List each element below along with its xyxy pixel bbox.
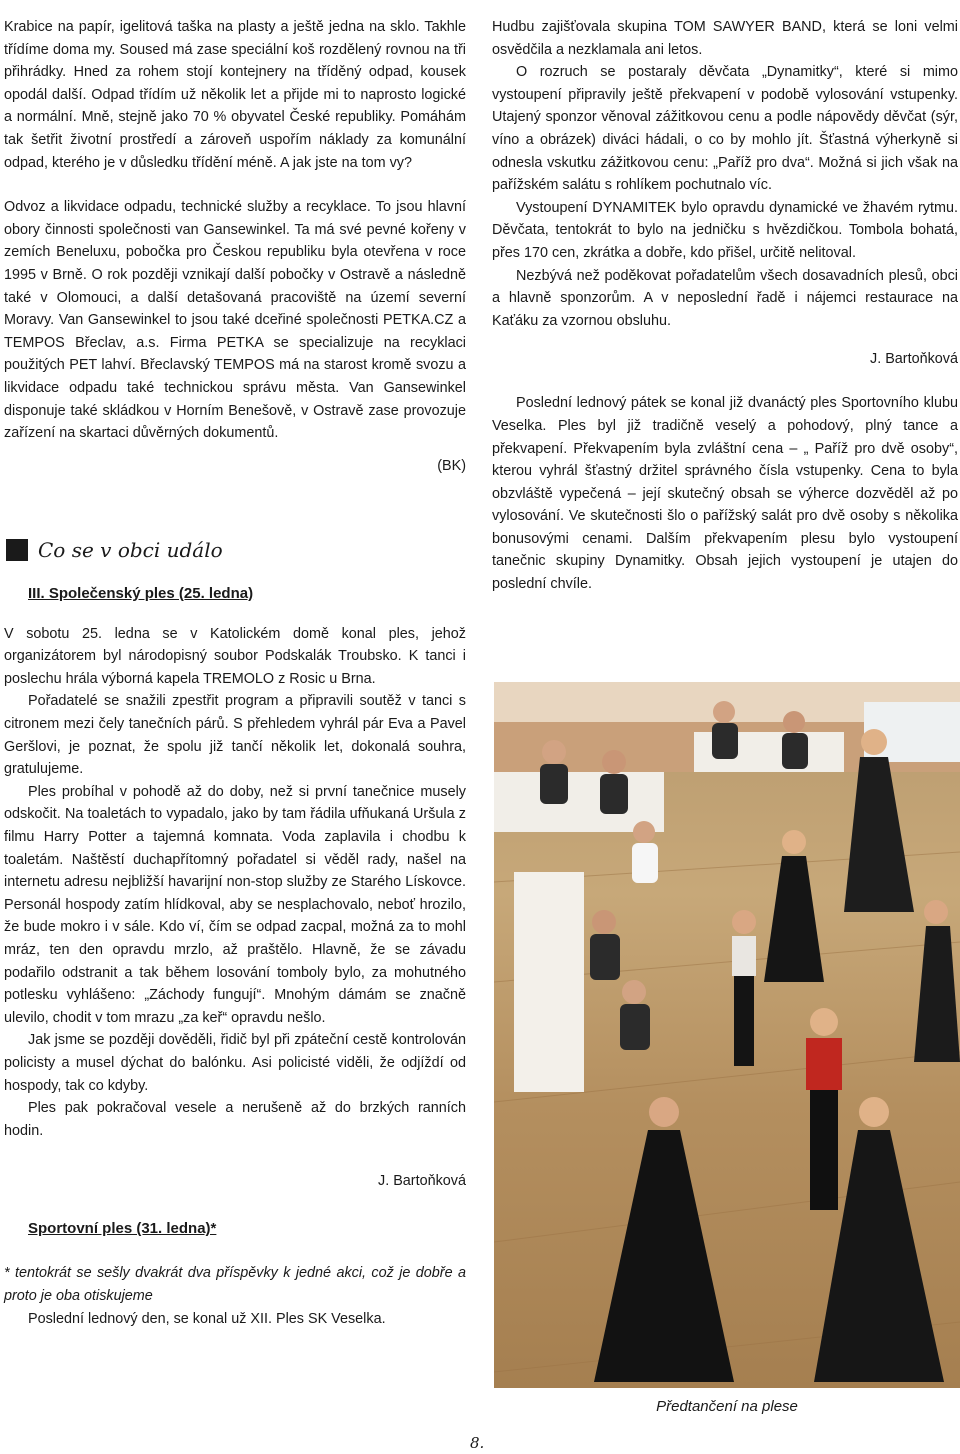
article-heading: III. Společenský ples (25. ledna) (28, 584, 254, 602)
dance-photo (494, 682, 960, 1388)
article-paragraph: Hudbu zajišťovala skupina TOM SAWYER BAND, která se loni velmi osvědčila a nezklamala ani letos. (492, 19, 958, 58)
section-title: Co se v obci událo (38, 537, 223, 562)
article-paragraph: O rozruch se postaraly děvčata „Dynamitky“, které si mimo vystoupení připravily ještě překvapení v podobě vylosování vstupenky. Utajený sponzor věnoval zážitkovou cenu a podle nápovědy děvčat (sýr, víno a obrázek) diváci hádali, o co by mohlo jít. Šťastná výherkyně si odnesla vskutku zážitkovou cenu: „Paříž pro dva“. Možná si jich však na pařížském salátu s rohlíkem pochutnalo víc. (492, 64, 958, 194)
article-paragraph: Krabice na papír, igelitová taška na plasty a ještě jedna na sklo. Takhle třídíme doma my. Soused má zase speciální koš rozdělený rovnou na tři přihrádky. Hned za rohem stojí kontejnery na tříděný odpad, kousek opodál další. Odpad třídím už několik let a přijde mi to naprosto logické a normální. Mně, stejně jako 70 % obyvatel České republiky. Pomáhám tak šetřit životní prostředí a zároveň uspořím náklady za komunální odpad, kterého je v důsledku třídění méně. A jak jste na tom vy? (4, 19, 466, 171)
article-paragraph: V sobotu 25. ledna se v Katolickém domě konal ples, jehož organizátorem byl národopisný soubor Podskalák Troubsko. K tanci i poslechu hrála výborná kapela TREMOLO z Rosic u Brna. (4, 625, 466, 687)
author-signature: (BK) (437, 457, 466, 474)
author-signature: J. Bartoňková (870, 351, 958, 368)
section-header (4, 535, 466, 565)
article-paragraph: Ples probíhal v pohodě až do doby, než si první tanečnice musely odskočit. Na toaletách to vypadalo, jako by tam řádila ufňukaná Uršula z filmu Harry Potter a tajemná komnata. Voda zaplavila i chodbu k toaletám. Naštěstí duchapřítomný pořadatel si věděl rady, našel na internetu adresu nejbližší havarijní non-stop služby ze Starého Lískovce. Personál hospody zatím hlídkoval, aby se nesplachovalo, neboť hrozilo, že bude mokro i v sále. Kdo ví, čím se odpad zacpal, možná za to mohl mráz, ten den opravdu mrzlo, až praštělo. Hlavně, že se závadu podařilo odstranit a tak během losování tomboly bylo, za mohutného potlesku vyhlášeno: „Záchody fungují“. Mnohým dámám se značně ulevilo, chodit v tom mrazu „za keř“ opravdu nešlo. (4, 783, 466, 1026)
article-paragraph: Nezbývá než poděkovat pořadatelům všech dosavadních plesů, obci a hlavně sponzorům. A v neposlední řadě i nájemci restaurace na Kaťáku za vzornou obsluhu. (492, 267, 958, 329)
page-number: 8. (470, 1434, 485, 1452)
article-paragraph: Vystoupení DYNAMITEK bylo opravdu dynamické ve žhavém rytmu. Děvčata, tentokrát to bylo na jedničku s hvězdičkou. Tombola bohatá, přes 170 cen, zkrátka a dobře, kdo přišel, určitě nelitoval. (492, 199, 958, 261)
article-paragraph: Jak jsme se později dověděli, řidič byl při zpáteční cestě kontrolován policisty a musel dýchat do balónku. Asi policisté viděli, že odjíždí od hospody, tak co kdyby. (4, 1032, 466, 1094)
article-heading: Sportovní ples (31. ledna)* (28, 1220, 217, 1238)
section-marker-square (6, 539, 28, 561)
left-column (4, 16, 466, 1330)
article-paragraph: Poslední lednový pátek se konal již dvanáctý ples Sportovního klubu Veselka. Ples byl již tradičně veselý a pohodový, plný tance a překvapení. Překvapením byla zvláštní cena – „ Paříž pro dvě osoby“, kterou vyhrál šťastný držitel správného čísla vstupenky. Cena to byla obzvláště vypečená – její skutečný obsah se výherce dozvěděl až po vylosování. Ve skutečnosti šlo o pařížský salát pro dvě osoby s několika bonusovými cenami. Dalším překvapením plesu bylo vystoupení tanečnic skupiny Dynamitky. Obsah jejich vystoupení je utajen do poslední chvíle. (492, 395, 958, 593)
article-paragraph: Ples pak pokračoval vesele a nerušeně až do brzkých ranních hodin. (4, 1100, 466, 1139)
right-column (492, 16, 958, 596)
footnote: * tentokrát se sešly dvakrát dva příspěvky k jedné akci, což je dobře a proto je oba otiskujeme (4, 1265, 466, 1304)
dance-photo-illustration (494, 682, 960, 1388)
author-signature: J. Bartoňková (378, 1173, 466, 1190)
article-paragraph: Poslední lednový den, se konal už XII. Ples SK Veselka. (28, 1310, 386, 1327)
photo-caption: Předtančení na plese (656, 1398, 798, 1415)
article-paragraph: Pořadatelé se snažili zpestřit program a připravili soutěž v tanci s citronem mezi čely tanečních párů. S přehledem vyhrál pár Eva a Pavel Geršlovi, je poznat, že spolu již tančí několik let, dokonalá souhra, gratulujeme. (4, 693, 466, 778)
article-paragraph: Odvoz a likvidace odpadu, technické služby a recyklace. To jsou hlavní obory činnosti společnosti van Gansewinkel. Ta má své pevné kořeny v zemích Beneluxu, pobočka pro Českou republiku byla otevřena v roce 1995 v Brně. O rok později vznikají další pobočky v Ostravě a následně také v Olomouci, a další detašovaná pracoviště na území severní Moravy. Van Gansewinkel to jsou také dceřiné společnosti PETKA.CZ a TEMPOS Břeclav, a.s. Firma PETKA se specializuje na recyklaci použitých PET lahví. Břeclavský TEMPOS má na starost kromě svozu a likvidace odpadu také technickou správu města. Van Gansewinkel disponuje také skládkou v Horním Benešově, v Ostravě zase provozuje zařízení na skartaci důvěrných dokumentů. (4, 199, 466, 442)
